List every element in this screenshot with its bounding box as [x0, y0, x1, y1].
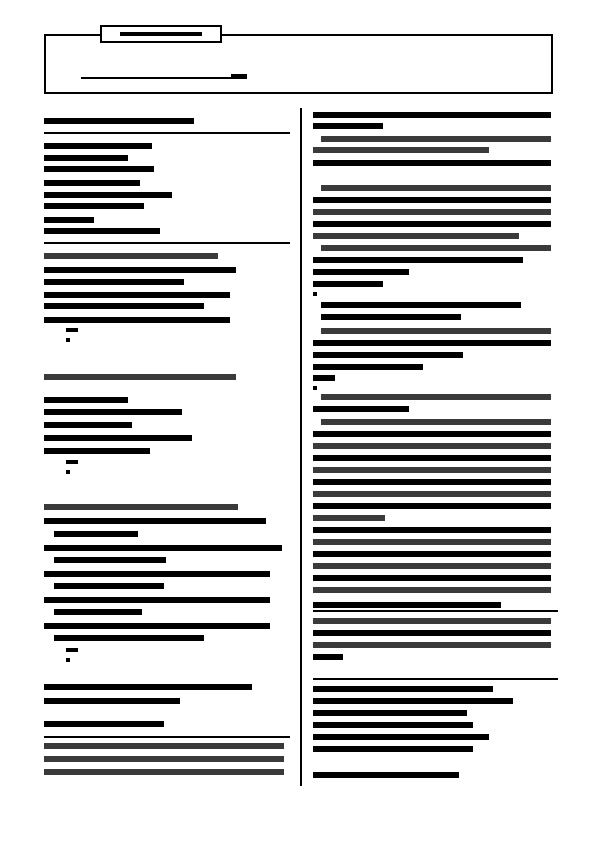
text-line: [313, 160, 551, 166]
text-line: [44, 228, 160, 234]
text-line: [321, 328, 551, 334]
text-line: [313, 698, 513, 704]
text-line: [313, 563, 551, 569]
text-line: [321, 394, 551, 400]
text-line: [44, 409, 182, 415]
header-rule: [81, 77, 247, 79]
text-line: [313, 539, 551, 545]
text-line: [321, 245, 551, 251]
column-divider: [300, 108, 302, 786]
text-line: [44, 253, 218, 259]
text-line: [313, 443, 551, 449]
page-header: [44, 34, 553, 94]
text-line: [44, 143, 152, 149]
text-line: [313, 364, 423, 370]
text-line: [313, 467, 551, 473]
text-line: [313, 352, 463, 358]
text-line: [313, 527, 551, 533]
text-mark: [66, 460, 78, 464]
text-line: [313, 340, 551, 346]
section-tab: [100, 25, 222, 43]
text-mark: [66, 328, 78, 332]
text-line: [44, 721, 164, 727]
text-line: [313, 455, 551, 461]
text-line: [313, 642, 551, 648]
section-rule: [313, 678, 558, 680]
text-line: [313, 630, 551, 636]
text-line: [44, 180, 140, 186]
text-line: [44, 279, 184, 285]
text-line: [44, 217, 94, 223]
text-line: [44, 623, 270, 629]
text-line: [313, 491, 551, 497]
text-line: [44, 374, 236, 380]
text-mark: [66, 648, 78, 652]
text-line: [321, 314, 461, 320]
text-line: [44, 118, 194, 124]
text-line: [313, 618, 551, 624]
text-line: [44, 203, 144, 209]
text-line: [54, 531, 138, 537]
text-mark: [313, 292, 317, 296]
text-line: [44, 155, 128, 161]
text-line: [44, 267, 236, 273]
text-line: [313, 551, 551, 557]
text-line: [44, 756, 284, 762]
text-line: [313, 197, 551, 203]
text-line: [313, 147, 489, 153]
text-line: [54, 583, 164, 589]
text-mark: [66, 658, 70, 662]
section-rule: [44, 242, 290, 244]
text-line: [44, 743, 284, 749]
text-line: [44, 317, 230, 323]
text-line: [44, 422, 132, 428]
text-line: [44, 571, 270, 577]
text-line: [44, 448, 150, 454]
text-line: [313, 515, 385, 521]
text-line: [44, 397, 128, 403]
text-mark: [313, 386, 317, 390]
text-line: [321, 136, 551, 142]
text-line: [313, 686, 493, 692]
right-column: [313, 108, 558, 788]
text-line: [313, 503, 551, 509]
text-line: [313, 123, 383, 129]
section-rule: [44, 736, 290, 738]
text-line: [44, 504, 238, 510]
text-line: [44, 545, 282, 551]
text-line: [44, 698, 180, 704]
text-line: [44, 192, 172, 198]
text-line: [313, 269, 409, 275]
text-line: [313, 587, 551, 593]
text-line: [54, 609, 142, 615]
section-rule: [313, 610, 558, 612]
text-line: [313, 602, 501, 608]
text-line: [44, 769, 284, 775]
text-line: [313, 722, 473, 728]
text-line: [321, 302, 521, 308]
text-line: [313, 710, 467, 716]
text-line: [313, 406, 409, 412]
section-rule: [44, 132, 290, 134]
text-line: [313, 221, 551, 227]
text-line: [313, 281, 383, 287]
text-line: [313, 431, 551, 437]
text-line: [321, 419, 551, 425]
text-line: [313, 375, 335, 381]
text-line: [321, 185, 551, 191]
text-line: [44, 435, 192, 441]
text-line: [54, 557, 166, 563]
text-line: [44, 292, 230, 298]
text-line: [44, 597, 270, 603]
text-mark: [66, 470, 70, 474]
text-line: [313, 772, 459, 778]
text-line: [44, 166, 154, 172]
text-line: [313, 734, 489, 740]
text-line: [54, 635, 204, 641]
section-tab-bar: [120, 32, 202, 36]
text-line: [313, 575, 551, 581]
text-line: [313, 209, 551, 215]
text-line: [44, 684, 252, 690]
text-line: [313, 654, 343, 660]
text-line: [313, 257, 523, 263]
text-line: [313, 746, 473, 752]
header-rule-end: [231, 74, 247, 79]
text-line: [313, 112, 551, 118]
text-line: [313, 233, 519, 239]
text-mark: [66, 338, 70, 342]
text-line: [44, 518, 266, 524]
text-line: [313, 479, 551, 485]
left-column: [44, 118, 290, 788]
text-line: [44, 303, 204, 309]
